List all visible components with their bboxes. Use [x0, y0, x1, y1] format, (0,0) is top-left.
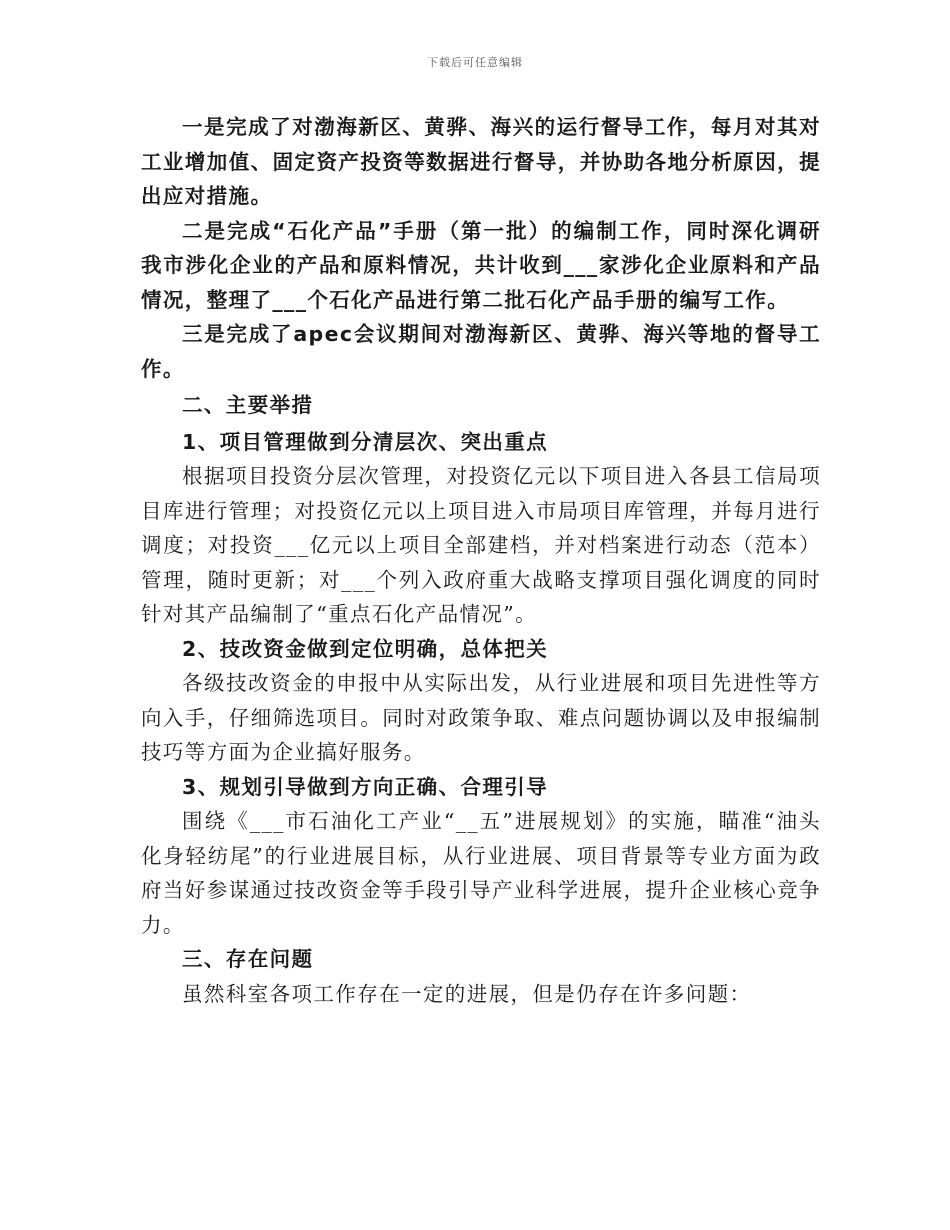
subheading-tech-funds: 2、技改资金做到定位明确，总体把关 — [182, 636, 549, 661]
paragraph-achievement-2: 二是完成“石化产品”手册（第一批）的编制工作，同时深化调研我市涉化企业的产品和原料情况，共计收到___家涉化企业原料和产品情况，整理了___个石化产品进行第二批石化产品手册的编写工作。 — [141, 218, 821, 312]
paragraph-existing-problems: 虽然科室各项工作存在一定的进展，但是仍存在许多问题： — [182, 981, 752, 1006]
paragraph-achievement-1: 一是完成了对渤海新区、黄骅、海兴的运行督导工作，每月对其对工业增加值、固定资产投资等数据进行督导，并协助各地分析原因，提出应对措施。 — [141, 115, 821, 208]
page-header: 下载后可任意编辑 — [427, 56, 523, 69]
subheading-project-management: 1、项目管理做到分清层次、突出重点 — [182, 429, 549, 454]
paragraph-project-management: 根据项目投资分层次管理，对投资亿元以下项目进入各县工信局项目库进行管理；对投资亿元以上项目进入市局项目库管理，并每月进行调度；对投资___亿元以上项目全部建档，并对档案进行动态（范本）管理，随时更新；对___个列入政府重大战略支撑项目强化调度的同时针对其产品编制了“重点石化产品情况”。 — [141, 464, 821, 626]
document-body — [141, 110, 821, 1011]
paragraph-achievement-3: 三是完成了apec会议期间对渤海新区、黄骅、海兴等地的督导工作。 — [141, 322, 821, 381]
section-heading-main-measures: 二、主要举措 — [182, 393, 314, 417]
paragraph-tech-funds: 各级技改资金的申报中从实际出发，从行业进展和项目先进性等方向入手，仔细筛选项目。同时对政策争取、难点问题协调以及申报编制技巧等方面为企业搞好服务。 — [141, 671, 821, 764]
paragraph-planning-guidance: 围绕《___市石油化工产业“__五”进展规划》的实施，瞄准“油头化身轻纺尾”的行业进展目标，从行业进展、项目背景等专业方面为政府当好参谋通过技改资金等手段引导产业科学进展，提升企业核心竞争力。 — [141, 809, 821, 937]
subheading-planning-guidance: 3、规划引导做到方向正确、合理引导 — [182, 774, 549, 799]
section-heading-existing-problems: 三、存在问题 — [182, 947, 314, 971]
